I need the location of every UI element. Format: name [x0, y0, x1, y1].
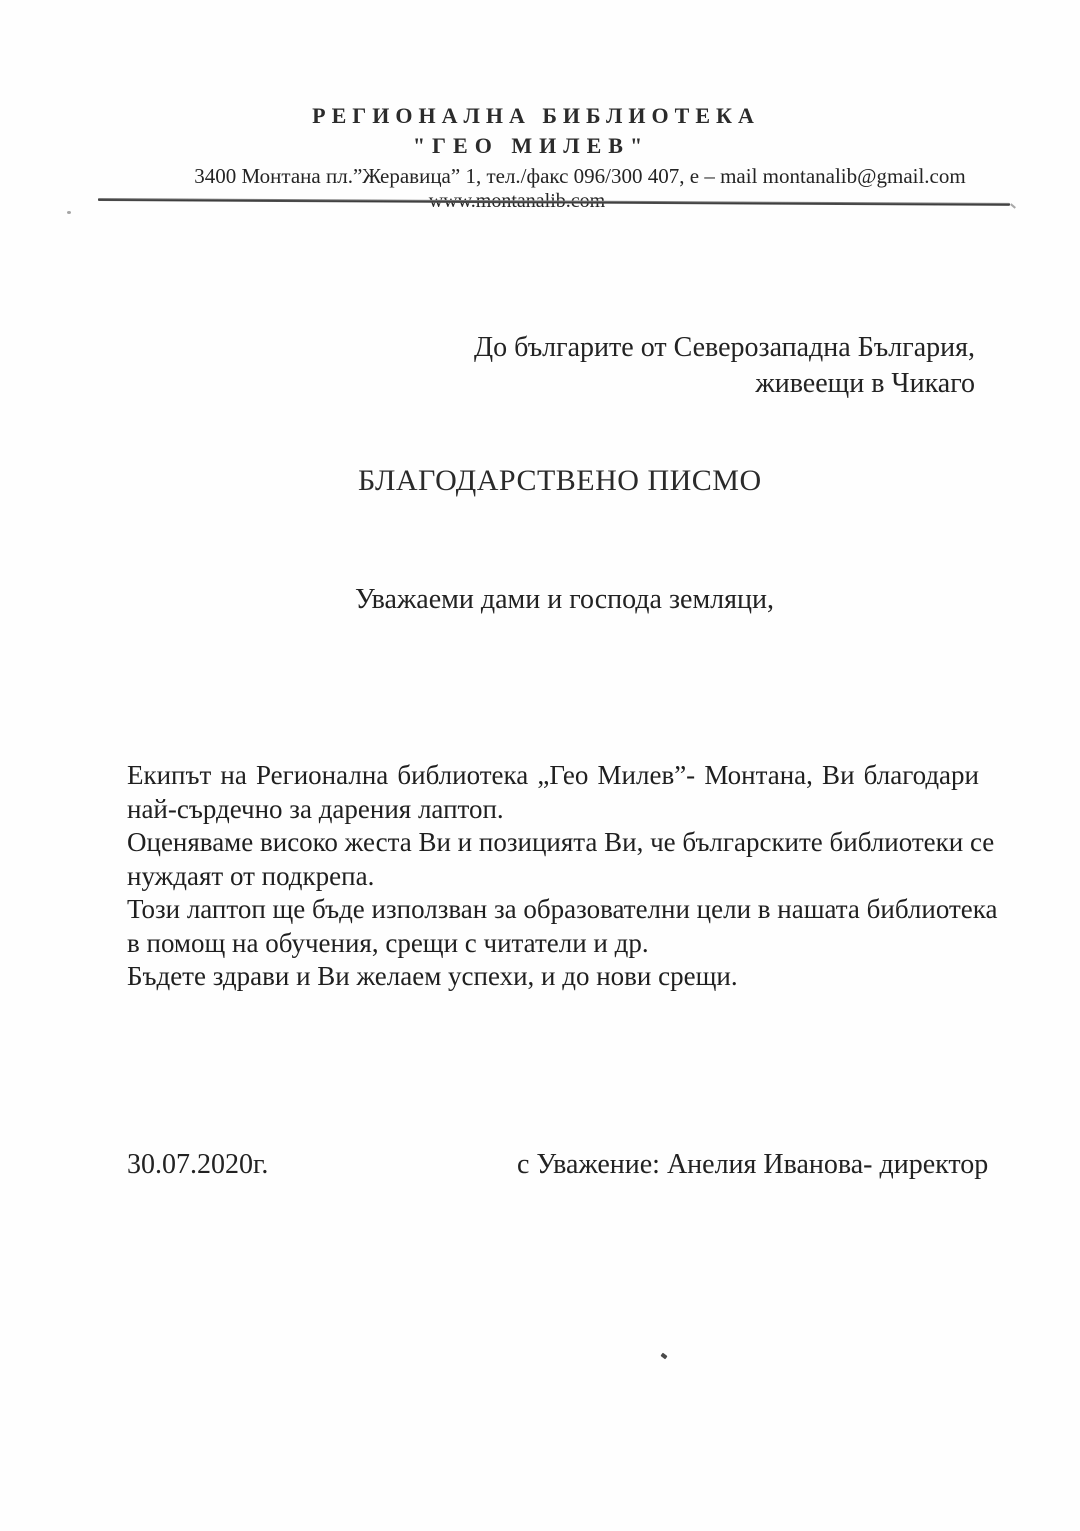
- body-line: най-сърдечно за дарения лаптоп.: [127, 793, 504, 824]
- letterhead: [0, 0, 1080, 213]
- body-line: Екипът на Регионална библиотека „Гео Милев”- Монтана, Ви благодари: [127, 760, 979, 790]
- body-line: Бъдете здрави и Ви желаем успехи, и до нови срещи.: [127, 961, 738, 991]
- letter-title: БЛАГОДАРСТВЕНО ПИСМО: [358, 464, 762, 497]
- letter-body: [127, 759, 998, 994]
- recipient-line-2: живеещи в Чикаго: [755, 368, 975, 399]
- body-line: в помощ на обучения, срещи с читатели и др.: [127, 927, 649, 958]
- salutation-line: Уважаеми дами и господа земляци,: [355, 584, 775, 615]
- letter-date: 30.07.2020г.: [127, 1149, 269, 1180]
- recipient-line-1: До българите от Северозападна България,: [474, 332, 975, 363]
- body-line: Този лаптоп ще бъде използван за образователни цели в нашата библиотека: [127, 894, 998, 924]
- organization-subname: "ГЕО МИЛЕВ": [412, 133, 650, 158]
- scan-speck: [660, 1353, 667, 1360]
- scan-speck: [67, 211, 71, 214]
- signature-line: с Уважение: Анелия Иванова- директор: [517, 1149, 989, 1180]
- recipient-block: [474, 330, 975, 402]
- body-line: нуждаят от подкрепа.: [127, 860, 375, 891]
- body-line: Оценяваме високо жеста Ви и позицията Ви, че българските библиотеки се: [127, 827, 995, 857]
- address-line: 3400 Монтана пл.”Жеравица” 1, тел./факс 096/300 407, е – mail montanalib@gmail.com: [194, 164, 966, 188]
- organization-name: РЕГИОНАЛНА БИБЛИОТЕКА: [312, 103, 760, 128]
- footer-block: [127, 1149, 989, 1189]
